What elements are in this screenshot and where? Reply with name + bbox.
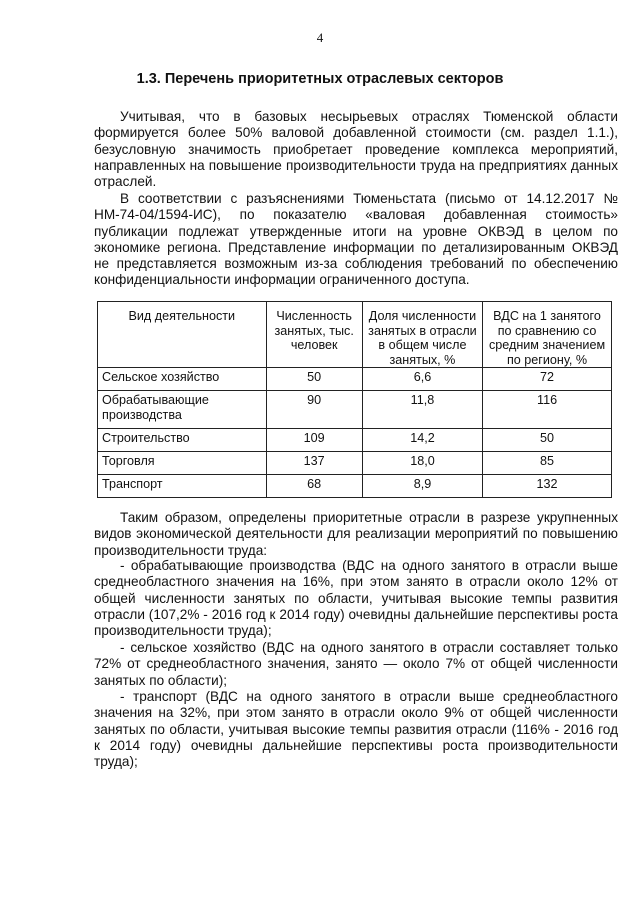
cell-share: 8,9: [362, 475, 482, 498]
cell-gva: 116: [483, 391, 612, 429]
cell-share: 18,0: [362, 452, 482, 475]
header-activity: Вид деятельности: [98, 302, 267, 368]
cell-share: 6,6: [362, 368, 482, 391]
cell-share: 11,8: [362, 391, 482, 429]
cell-gva: 50: [483, 429, 612, 452]
cell-gva: 85: [483, 452, 612, 475]
paragraph-conclusion: Таким образом, определены приоритетные отрасли в разрезе укрупненных видов экономической деятельности для реализации мероприятий по повышению производительности труда:: [94, 510, 618, 558]
cell-activity: Транспорт: [98, 475, 267, 498]
table-row: [98, 429, 612, 452]
cell-employed: 50: [266, 368, 362, 391]
cell-share: 14,2: [362, 429, 482, 452]
cell-activity: Строительство: [98, 429, 267, 452]
cell-activity: Сельское хозяйство: [98, 368, 267, 391]
header-share: Доля численности занятых в отрасли в общем числе занятых, %: [362, 302, 482, 368]
cell-activity: Обрабатывающие производства: [98, 391, 267, 429]
cell-employed: 68: [266, 475, 362, 498]
table-row: [98, 368, 612, 391]
page-number: 4: [316, 30, 324, 45]
cell-gva: 132: [483, 475, 612, 498]
cell-employed: 90: [266, 391, 362, 429]
paragraph-intro: Учитывая, что в базовых несырьевых отраслях Тюменской области формируется более 50% валовой добавленной стоимости (см. раздел 1.1.), безусловную значимость приобретает проведение комплекса мероприятий, направленных на повышение производительности труда на предприятиях данных отраслей.: [94, 109, 618, 190]
bullet-manufacturing: - обрабатывающие производства (ВДС на одного занятого в отрасли выше среднеобластного значения на 16%, при этом занято в отрасли около 12% от общей численности занятых по области, учитывая высокие темпы развития отрасли (107,2% - 2016 год к 2014 году) очевидны дальнейшие перспективы роста производительности труда);: [94, 558, 618, 639]
paragraph-rosstat: В соответствии с разъяснениями Тюменьстата (письмо от 14.12.2017 № НМ-74-04/1594-ИС), по показателю «валовая добавленная стоимость» публикации подлежат утвержденные итоги на уровне ОКВЭД в целом по экономике региона. Представление информации по детализированным ОКВЭД не представляется возможным из-за соблюдения требований по обеспечению конфиденциальности информации ограниченного доступа.: [94, 191, 618, 288]
table-header-row: [98, 302, 612, 368]
table-row: [98, 452, 612, 475]
cell-gva: 72: [483, 368, 612, 391]
section-heading: 1.3. Перечень приоритетных отраслевых секторов: [136, 71, 504, 87]
sector-table: [97, 301, 612, 498]
cell-activity: Торговля: [98, 452, 267, 475]
header-employed: Численность занятых, тыс. человек: [266, 302, 362, 368]
header-gva: ВДС на 1 занятого по сравнению со средним значением по региону, %: [483, 302, 612, 368]
cell-employed: 137: [266, 452, 362, 475]
bullet-transport: - транспорт (ВДС на одного занятого в отрасли выше среднеобластного значения на 32%, при этом занято в отрасли около 9% от общей численности занятых по области, учитывая высокие темпы развития отрасли (116% - 2016 год к 2014 году) очевидны дальнейшие перспективы роста производительности труда);: [94, 689, 618, 770]
bullet-agriculture: - сельское хозяйство (ВДС на одного занятого в отрасли составляет только 72% от среднеобластного значения, занято — около 7% от общей численности занятых по области);: [94, 640, 618, 688]
table-row: [98, 391, 612, 429]
table-row: [98, 475, 612, 498]
cell-employed: 109: [266, 429, 362, 452]
